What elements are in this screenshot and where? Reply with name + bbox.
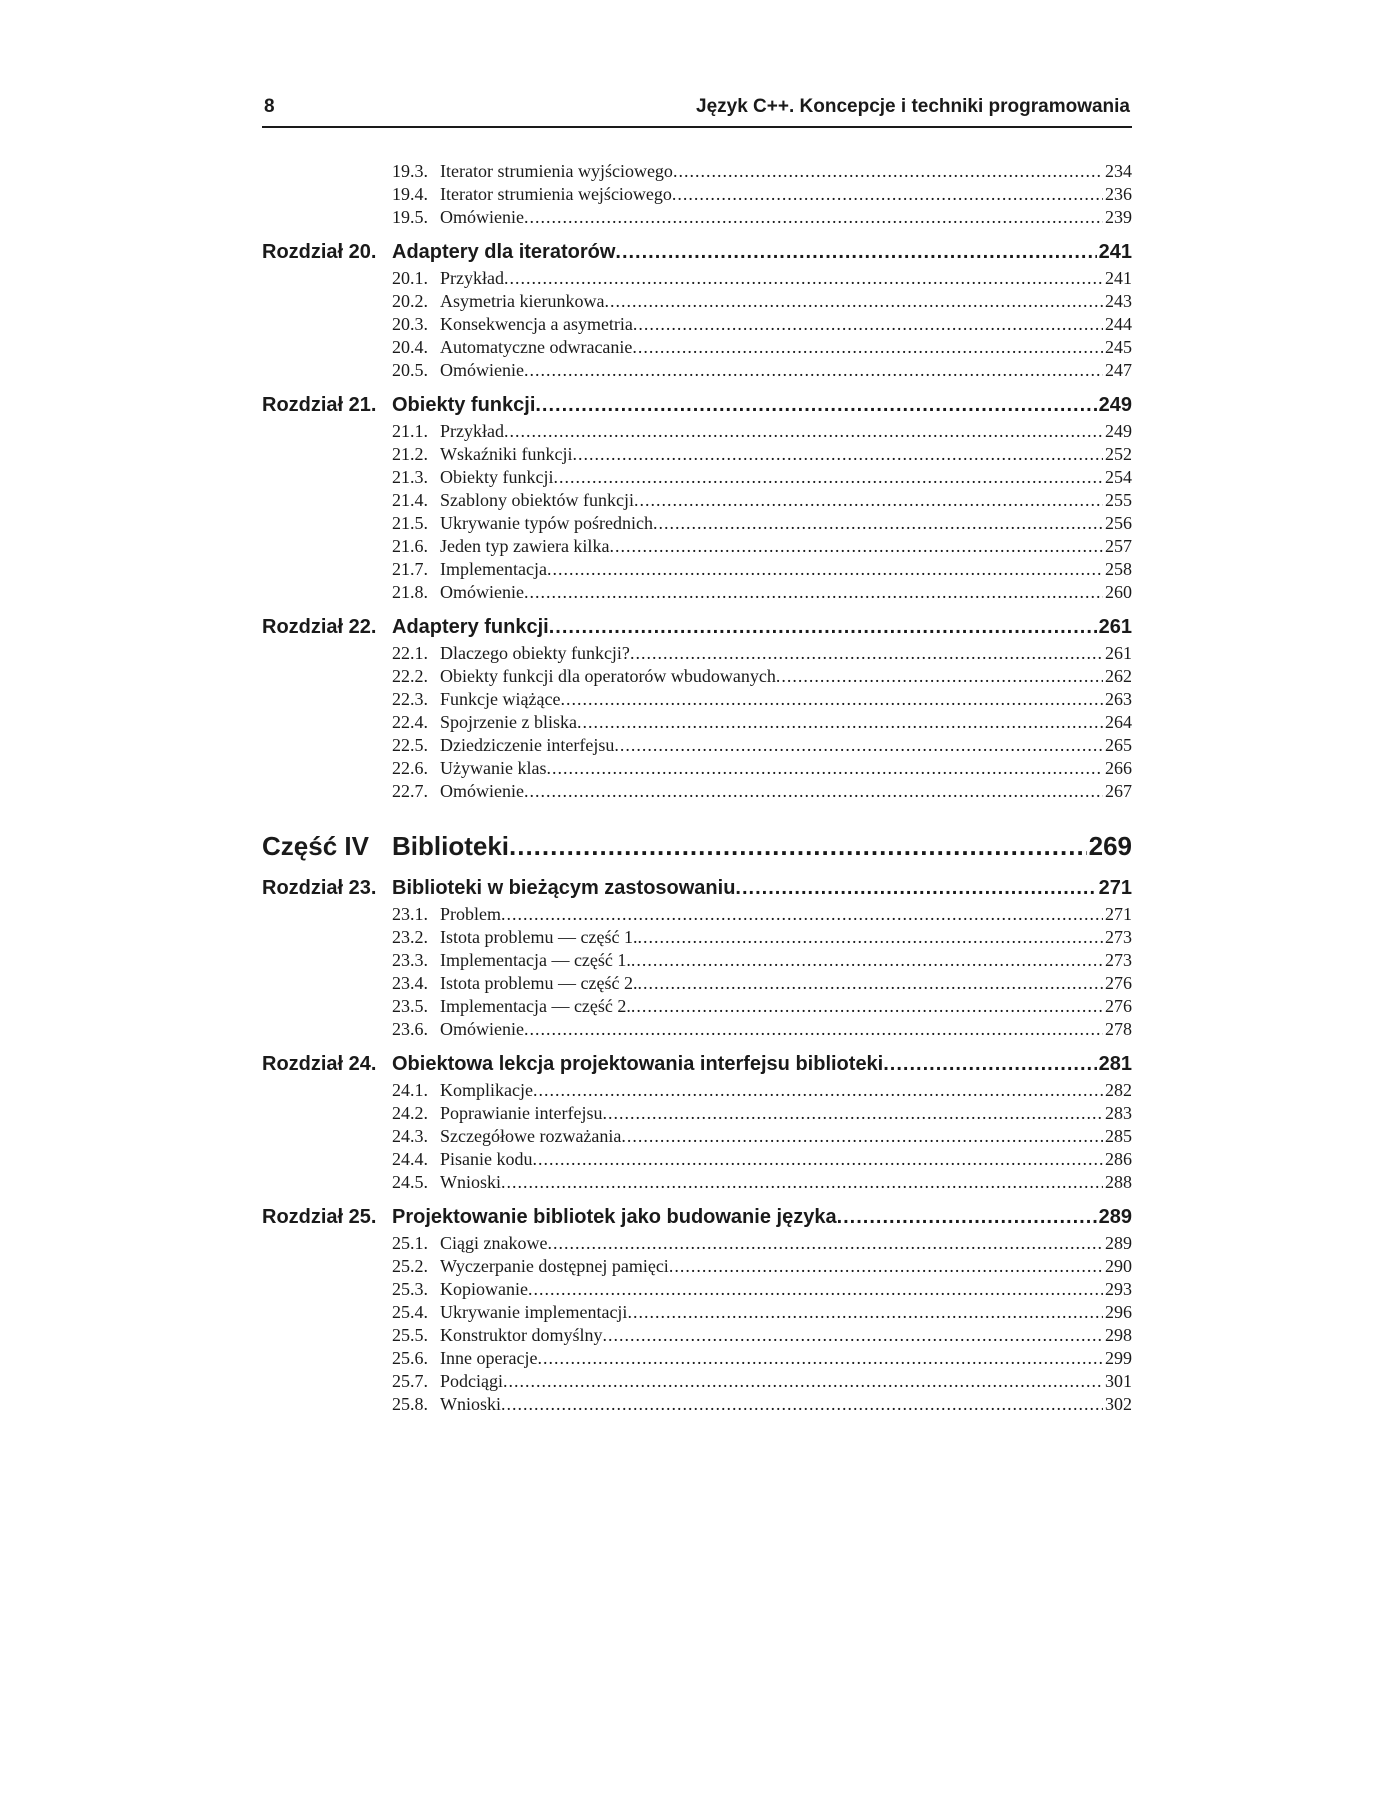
section-number: 21.5.	[392, 513, 428, 533]
dot-leader	[631, 949, 1103, 972]
dot-leader	[632, 336, 1103, 359]
page-ref: 286	[1105, 1149, 1132, 1169]
chapter-label: Rozdział 21.	[262, 394, 377, 416]
page-ref: 241	[1098, 241, 1132, 263]
dot-leader	[615, 238, 1096, 267]
page-ref: 262	[1105, 666, 1132, 686]
dot-leader	[637, 926, 1103, 949]
section-number: 22.3.	[392, 689, 428, 709]
page-ref: 267	[1105, 781, 1132, 801]
page-ref: 276	[1105, 973, 1132, 993]
section-number: 24.4.	[392, 1149, 428, 1169]
section-number: 25.3.	[392, 1279, 428, 1299]
page-ref: 296	[1105, 1302, 1132, 1322]
entry-title: Spojrzenie z bliska	[440, 712, 577, 732]
page-ref: 249	[1098, 394, 1132, 416]
page-ref: 283	[1105, 1103, 1132, 1123]
page-ref: 282	[1105, 1080, 1132, 1100]
chapter-label: Rozdział 22.	[262, 616, 377, 638]
section-number: 25.2.	[392, 1256, 428, 1276]
toc-section-entry	[392, 183, 1132, 206]
entry-title: Obiekty funkcji	[392, 394, 536, 416]
page-ref: 273	[1105, 927, 1132, 947]
dot-leader	[673, 160, 1103, 183]
dot-leader	[524, 206, 1103, 229]
entry-title: Obiekty funkcji	[440, 467, 554, 487]
toc-section-entry	[392, 581, 1132, 604]
page-ref: 243	[1105, 291, 1132, 311]
page-ref: 299	[1105, 1348, 1132, 1368]
chapter-label: Rozdział 20.	[262, 241, 377, 263]
entry-title: Asymetria kierunkowa	[440, 291, 605, 311]
dot-leader	[524, 1018, 1103, 1041]
toc-section-entry	[392, 1324, 1132, 1347]
dot-leader	[546, 757, 1103, 780]
page-ref: 278	[1105, 1019, 1132, 1039]
section-number: 21.4.	[392, 490, 428, 510]
dot-leader	[604, 290, 1103, 313]
entry-title: Dlaczego obiekty funkcji?	[440, 643, 630, 663]
section-number: 24.5.	[392, 1172, 428, 1192]
toc-section-entry	[392, 336, 1132, 359]
section-number: 20.1.	[392, 268, 428, 288]
toc-section-entry	[392, 1171, 1132, 1194]
dot-leader	[637, 972, 1103, 995]
page-ref: 258	[1105, 559, 1132, 579]
toc-section-entry	[392, 1148, 1132, 1171]
page-ref: 261	[1098, 616, 1132, 638]
page-ref: 257	[1105, 536, 1132, 556]
toc-section-entry	[392, 972, 1132, 995]
section-number: 23.1.	[392, 904, 428, 924]
toc-section-entry	[392, 267, 1132, 290]
toc-section-entry	[392, 206, 1132, 229]
toc-section-entry	[392, 1370, 1132, 1393]
section-number: 22.5.	[392, 735, 428, 755]
section-number: 21.3.	[392, 467, 428, 487]
section-number: 20.2.	[392, 291, 428, 311]
toc-section-entry	[392, 926, 1132, 949]
page-ref: 301	[1105, 1371, 1132, 1391]
entry-title: Konsekwencja a asymetria	[440, 314, 633, 334]
toc-chapter-entry	[262, 391, 1132, 420]
section-number: 21.7.	[392, 559, 428, 579]
entry-title: Ukrywanie implementacji	[440, 1302, 628, 1322]
table-of-contents	[262, 160, 1132, 1416]
chapter-label: Rozdział 25.	[262, 1206, 377, 1228]
page-ref: 245	[1105, 337, 1132, 357]
toc-section-entry	[392, 1255, 1132, 1278]
page-ref: 289	[1105, 1233, 1132, 1253]
section-number: 22.4.	[392, 712, 428, 732]
entry-title: Biblioteki w bieżącym zastosowaniu	[392, 877, 736, 899]
entry-title: Obiekty funkcji dla operatorów wbudowanych	[440, 666, 776, 686]
toc-section-entry	[392, 1393, 1132, 1416]
dot-leader	[504, 420, 1103, 443]
dot-leader	[537, 1347, 1103, 1370]
entry-title: Kopiowanie	[440, 1279, 528, 1299]
page-ref: 302	[1105, 1394, 1132, 1414]
page-ref: 263	[1105, 689, 1132, 709]
entry-title: Komplikacje	[440, 1080, 533, 1100]
dot-leader	[547, 558, 1103, 581]
dot-leader	[503, 1370, 1103, 1393]
section-number: 20.3.	[392, 314, 428, 334]
entry-title: Przykład	[440, 421, 504, 441]
page-ref: 269	[1088, 831, 1132, 861]
chapter-label: Rozdział 24.	[262, 1053, 377, 1075]
entry-title: Wnioski	[440, 1172, 501, 1192]
toc-section-entry	[392, 466, 1132, 489]
entry-title: Implementacja — część 1.	[440, 950, 631, 970]
entry-title: Pisanie kodu	[440, 1149, 533, 1169]
entry-title: Używanie klas	[440, 758, 547, 778]
section-number: 23.5.	[392, 996, 428, 1016]
dot-leader	[528, 1278, 1103, 1301]
entry-title: Ciągi znakowe	[440, 1233, 548, 1253]
toc-section-entry	[392, 290, 1132, 313]
toc-section-entry	[392, 995, 1132, 1018]
entry-title: Adaptery funkcji	[392, 616, 549, 638]
toc-section-entry	[392, 1301, 1132, 1324]
entry-title: Funkcje wiążące	[440, 689, 561, 709]
toc-chapter-entry	[262, 613, 1132, 642]
toc-section-entry	[392, 420, 1132, 443]
dot-leader	[837, 1203, 1097, 1232]
section-number: 21.8.	[392, 582, 428, 602]
dot-leader	[549, 613, 1097, 642]
page-ref: 234	[1105, 161, 1132, 181]
page-ref: 285	[1105, 1126, 1132, 1146]
toc-section-entry	[392, 443, 1132, 466]
page-ref: 273	[1105, 950, 1132, 970]
entry-title: Wnioski	[440, 1394, 501, 1414]
entry-title: Wskaźniki funkcji	[440, 444, 573, 464]
entry-title: Istota problemu — część 2.	[440, 973, 638, 993]
page-ref: 241	[1105, 268, 1132, 288]
page-ref: 265	[1105, 735, 1132, 755]
toc-section-entry	[392, 1018, 1132, 1041]
toc-chapter-entry	[262, 874, 1132, 903]
toc-section-entry	[392, 665, 1132, 688]
dot-leader	[621, 1125, 1103, 1148]
page-ref: 244	[1105, 314, 1132, 334]
dot-leader	[634, 489, 1103, 512]
entry-title: Szczegółowe rozważania	[440, 1126, 622, 1146]
section-number: 22.6.	[392, 758, 428, 778]
page-ref: 281	[1098, 1053, 1132, 1075]
entry-title: Szablony obiektów funkcji	[440, 490, 634, 510]
entry-title: Obiektowa lekcja projektowania interfejsu biblioteki	[392, 1053, 884, 1075]
toc-section-entry	[392, 1125, 1132, 1148]
entry-title: Inne operacje	[440, 1348, 538, 1368]
dot-leader	[524, 780, 1103, 803]
page-ref: 271	[1105, 904, 1132, 924]
dot-leader	[603, 1324, 1103, 1347]
toc-chapter-entry	[262, 238, 1132, 267]
dot-leader	[653, 512, 1103, 535]
page-ref: 293	[1105, 1279, 1132, 1299]
page-ref: 254	[1105, 467, 1132, 487]
entry-title: Omówienie	[440, 781, 524, 801]
page-ref: 276	[1105, 996, 1132, 1016]
dot-leader	[602, 1102, 1103, 1125]
section-number: 25.5.	[392, 1325, 428, 1345]
dot-leader	[560, 688, 1103, 711]
section-number: 24.3.	[392, 1126, 428, 1146]
dot-leader	[501, 1393, 1103, 1416]
section-number: 21.2.	[392, 444, 428, 464]
entry-title: Iterator strumienia wejściowego	[440, 184, 672, 204]
toc-section-entry	[392, 711, 1132, 734]
toc-section-entry	[392, 558, 1132, 581]
page-number: 8	[264, 96, 275, 117]
dot-leader	[631, 995, 1103, 1018]
toc-section-entry	[392, 949, 1132, 972]
dot-leader	[533, 1079, 1103, 1102]
dot-leader	[524, 581, 1103, 604]
page-ref: 256	[1105, 513, 1132, 533]
page-ref: 236	[1105, 184, 1132, 204]
chapter-label: Rozdział 23.	[262, 877, 377, 899]
dot-leader	[627, 1301, 1103, 1324]
dot-leader	[553, 466, 1103, 489]
dot-leader	[535, 391, 1096, 420]
book-title: Język C++. Koncepcje i techniki programowania	[696, 96, 1130, 117]
entry-title: Automatyczne odwracanie	[440, 337, 633, 357]
dot-leader	[883, 1050, 1096, 1079]
dot-leader	[547, 1232, 1103, 1255]
dot-leader	[501, 903, 1103, 926]
entry-title: Dziedziczenie interfejsu	[440, 735, 615, 755]
dot-leader	[524, 359, 1103, 382]
page-ref: 289	[1098, 1206, 1132, 1228]
dot-leader	[669, 1255, 1103, 1278]
section-number: 25.6.	[392, 1348, 428, 1368]
section-number: 21.1.	[392, 421, 428, 441]
dot-leader	[572, 443, 1103, 466]
section-number: 22.7.	[392, 781, 428, 801]
section-number: 25.4.	[392, 1302, 428, 1322]
toc-section-entry	[392, 1278, 1132, 1301]
page-ref: 252	[1105, 444, 1132, 464]
entry-title: Jeden typ zawiera kilka	[440, 536, 610, 556]
section-number: 21.6.	[392, 536, 428, 556]
toc-chapter-entry	[262, 1203, 1132, 1232]
page-ref: 255	[1105, 490, 1132, 510]
section-number: 19.3.	[392, 161, 428, 181]
toc-section-entry	[392, 734, 1132, 757]
section-number: 23.6.	[392, 1019, 428, 1039]
entry-title: Podciągi	[440, 1371, 503, 1391]
entry-title: Implementacja — część 2.	[440, 996, 631, 1016]
page-ref: 290	[1105, 1256, 1132, 1276]
toc-section-entry	[392, 359, 1132, 382]
page-ref: 271	[1098, 877, 1132, 899]
entry-title: Biblioteki	[392, 831, 510, 861]
dot-leader	[501, 1171, 1103, 1194]
section-number: 23.3.	[392, 950, 428, 970]
dot-leader	[533, 1148, 1104, 1171]
entry-title: Iterator strumienia wyjściowego	[440, 161, 673, 181]
dot-leader	[509, 827, 1087, 865]
entry-title: Projektowanie bibliotek jako budowanie języka	[392, 1206, 837, 1228]
dot-leader	[614, 734, 1103, 757]
section-number: 22.2.	[392, 666, 428, 686]
section-number: 22.1.	[392, 643, 428, 663]
running-header	[262, 96, 1132, 128]
entry-title: Omówienie	[440, 207, 524, 227]
section-number: 25.7.	[392, 1371, 428, 1391]
toc-section-entry	[392, 512, 1132, 535]
page-ref: 249	[1105, 421, 1132, 441]
dot-leader	[504, 267, 1103, 290]
entry-title: Wyczerpanie dostępnej pamięci	[440, 1256, 669, 1276]
toc-section-entry	[392, 489, 1132, 512]
page-ref: 264	[1105, 712, 1132, 732]
page-ref: 260	[1105, 582, 1132, 602]
toc-section-entry	[392, 535, 1132, 558]
entry-title: Przykład	[440, 268, 504, 288]
entry-title: Omówienie	[440, 1019, 524, 1039]
toc-section-entry	[392, 1232, 1132, 1255]
toc-section-entry	[392, 903, 1132, 926]
page-ref: 247	[1105, 360, 1132, 380]
section-number: 19.4.	[392, 184, 428, 204]
entry-title: Omówienie	[440, 582, 524, 602]
dot-leader	[609, 535, 1103, 558]
dot-leader	[672, 183, 1103, 206]
dot-leader	[735, 874, 1096, 903]
toc-section-entry	[392, 757, 1132, 780]
section-number: 20.4.	[392, 337, 428, 357]
toc-section-entry	[392, 780, 1132, 803]
entry-title: Ukrywanie typów pośrednich	[440, 513, 653, 533]
page-ref: 298	[1105, 1325, 1132, 1345]
section-number: 24.2.	[392, 1103, 428, 1123]
dot-leader	[630, 642, 1103, 665]
section-number: 25.1.	[392, 1233, 428, 1253]
entry-title: Poprawianie interfejsu	[440, 1103, 603, 1123]
toc-chapter-entry	[262, 1050, 1132, 1079]
page-ref: 266	[1105, 758, 1132, 778]
entry-title: Problem	[440, 904, 501, 924]
entry-title: Implementacja	[440, 559, 547, 579]
page-ref: 261	[1105, 643, 1132, 663]
dot-leader	[577, 711, 1103, 734]
entry-title: Adaptery dla iteratorów	[392, 241, 616, 263]
section-number: 25.8.	[392, 1394, 428, 1414]
toc-section-entry	[392, 642, 1132, 665]
page-ref: 239	[1105, 207, 1132, 227]
entry-title: Konstruktor domyślny	[440, 1325, 603, 1345]
toc-part-entry	[262, 827, 1132, 865]
dot-leader	[776, 665, 1103, 688]
section-number: 24.1.	[392, 1080, 428, 1100]
section-number: 23.2.	[392, 927, 428, 947]
section-number: 23.4.	[392, 973, 428, 993]
page-ref: 288	[1105, 1172, 1132, 1192]
dot-leader	[633, 313, 1103, 336]
section-number: 19.5.	[392, 207, 428, 227]
toc-section-entry	[392, 1079, 1132, 1102]
section-number: 20.5.	[392, 360, 428, 380]
entry-title: Omówienie	[440, 360, 524, 380]
toc-section-entry	[392, 1347, 1132, 1370]
toc-section-entry	[392, 313, 1132, 336]
toc-section-entry	[392, 160, 1132, 183]
entry-title: Istota problemu — część 1.	[440, 927, 638, 947]
part-label: Część IV	[262, 831, 369, 861]
toc-section-entry	[392, 688, 1132, 711]
toc-section-entry	[392, 1102, 1132, 1125]
